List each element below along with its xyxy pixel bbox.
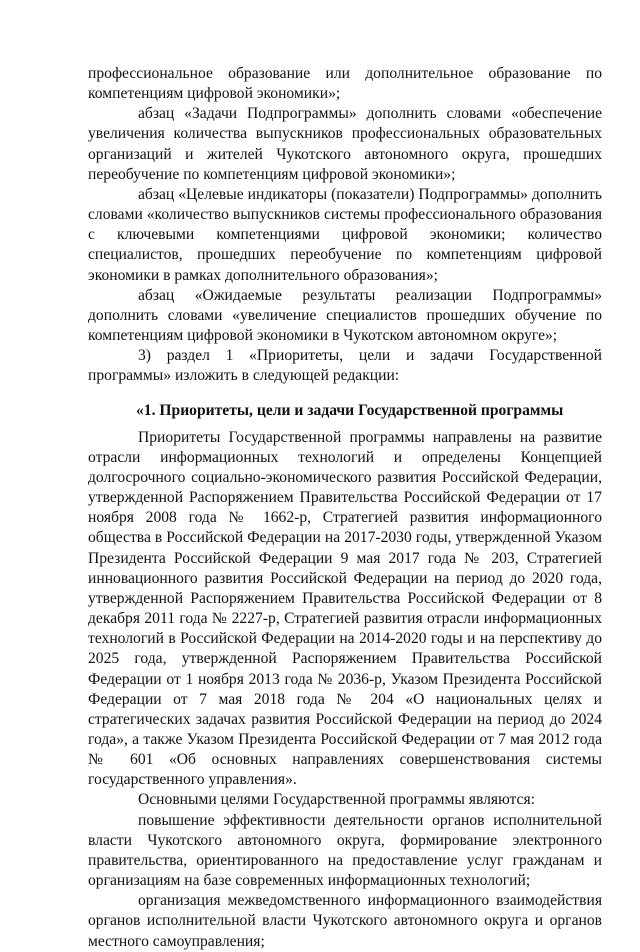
paragraph-continuation: профессиональное образование или дополнительное образование по компетенциям цифровой экономики»; <box>88 65 602 103</box>
paragraph-priorities: Приоритеты Государственной программы направлены на развитие отрасли информационных технологий и определены Концепцией долгосрочного социально-экономического развития Российской Федерации, утвержденной Распоряжением Правительства Российской Федерации от 17 ноября 2008 года № 1662-р, Стратегией развития информационного общества в Российской Федерации на 2017-2030 годы, утвержденной Указом Президента Российской Федерации 9 мая 2017 года № 203, Стратегией инновационного развития Российской Федерации на период до 2020 года, утвержденной Распоряжением Правительства Российской Федерации от 8 декабря 2011 года № 2227-р, Стратегией развития отрасли информационных технологий в Российской Федерации на 2014-2020 годы и на перспективу до 2025 года, утвержденной Распоряжением Правительства Российской Федерации от 1 ноября 2013 года № 2036-р, Указом Президента Российской Федерации от 7 мая 2018 года № 204 «О национальных целях и стратегических задачах развития Российской Федерации на период до 2024 года», а также Указом Президента Российской Федерации от 7 мая 2012 года № 601 «Об основных направлениях совершенствования системы государственного управления». <box>88 428 602 789</box>
section-heading: «1. Приоритеты, цели и задачи Государственной программы <box>136 401 564 419</box>
paragraph-section-amendment: 3) раздел 1 «Приоритеты, цели и задачи Государственной программы» изложить в следующей редакции: <box>88 347 602 385</box>
paragraph-goal-efficiency: повышение эффективности деятельности органов исполнительной власти Чукотского автономного округа, формирование электронного правительства, ориентированного на предоставление услуг гражданам и организациям на базе современных информационных технологий; <box>88 811 602 890</box>
paragraph-tasks: абзац «Задачи Подпрограммы» дополнить словами «обеспечение увеличения количества выпускников профессиональных образовательных организаций и жителей Чукотского автономного округа, прошедших переобучение по компетенциям цифровой экономики»; <box>88 105 602 183</box>
paragraph-expected-results: абзац «Ожидаемые результаты реализации Подпрограммы» дополнить словами «увеличение специалистов прошедших обучение по компетенциям цифровой экономики в Чукотском автономном округе»; <box>88 286 602 345</box>
paragraph-goal-interaction: организация межведомственного информационного взаимодействия органов исполнительной власти Чукотского автономного округа и органов местного самоуправления; <box>88 892 602 950</box>
paragraph-goals-intro: Основными целями Государственной программы являются: <box>138 791 535 809</box>
document-page <box>88 64 602 952</box>
paragraph-indicators: абзац «Целевые индикаторы (показатели) Подпрограммы» дополнить словами «количество выпускников системы профессионального образования с ключевыми компетенциями цифровой экономики; количество специалистов, прошедших переобучение по компетенциям цифровой экономики в рамках дополнительного образования»; <box>88 185 602 284</box>
